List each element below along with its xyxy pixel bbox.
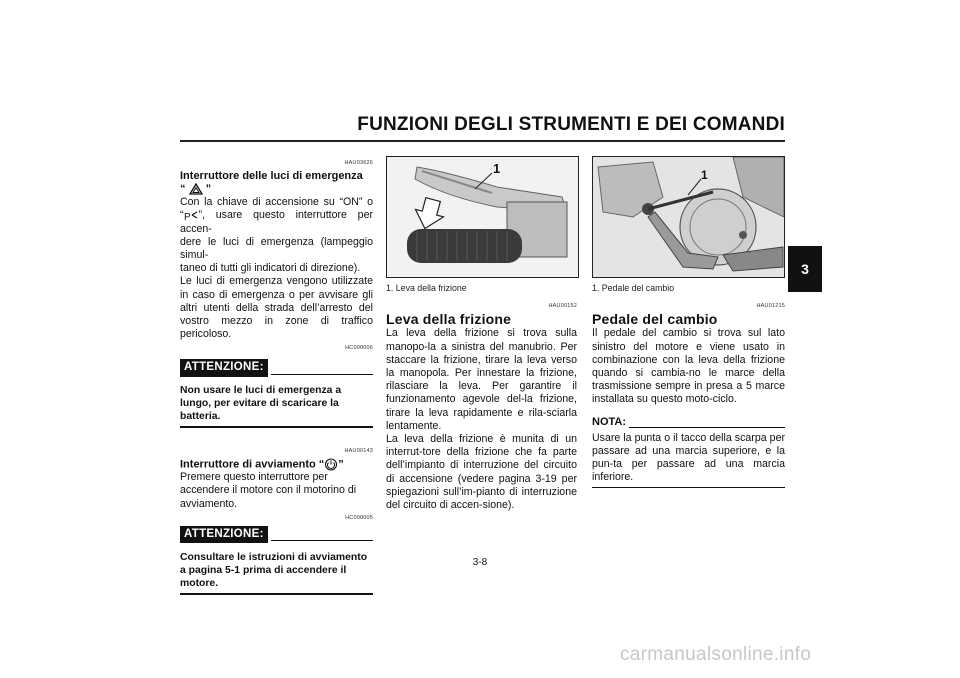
note-text: Usare la punta o il tacco della scarpa per passare ad una marcia superiore, e la pun-ta per passare ad una marcia inferiore. bbox=[592, 430, 785, 489]
hazard-paragraph-1-line2: “ P ”, usare questo interruttore per accen- bbox=[180, 209, 373, 235]
note-rule bbox=[629, 427, 785, 428]
page-header-title: FUNZIONI DEGLI STRUMENTI E DEI COMANDI bbox=[357, 114, 785, 135]
hazard-paragraph-1: Con la chiave di accensione su “ON” o bbox=[180, 196, 373, 209]
section-title: Leva della frizione bbox=[386, 311, 512, 328]
attention-rule bbox=[271, 540, 373, 541]
clutch-lever-illustration bbox=[387, 157, 578, 277]
hazard-switch-title-symbol-line: “ ” bbox=[180, 183, 212, 196]
clutch-paragraph: La leva della frizione si trova sulla manopo-la a sinistra del manubrio. Per staccare la frizione, tirare la leva verso la manopola. Per innestare la frizione, rilasciare la leva. Per garantire il funzionamento agevole del-la frizione, tirare la leva rapidamente e rila-sciarla lentamente. bbox=[386, 327, 577, 432]
figure-caption: 1. Leva della frizione bbox=[386, 283, 467, 293]
start-switch-title: Interruttore di avviamento “ ” bbox=[180, 458, 344, 471]
section-code: HAU00152 bbox=[548, 303, 577, 309]
hazard-switch-title: Interruttore delle luci di emergenza bbox=[180, 170, 363, 183]
shift-pedal-photo bbox=[592, 156, 785, 278]
shift-pedal-illustration bbox=[593, 157, 784, 277]
clutch-lever-photo bbox=[386, 156, 579, 278]
clutch-paragraph-2: La leva della frizione è munita di un interrut-tore della frizione che fa parte dell’impianto di interruzione del circuito di accensione (vedere pagina 3-19 per spiegazioni sull’im-pianto di interruzione del circuito di accen-sione). bbox=[386, 433, 577, 512]
attention-text: Consultare le istruzioni di avviamento a pagina 5-1 prima di accendere il motore. bbox=[180, 548, 373, 595]
section-code: HC000005 bbox=[345, 514, 373, 521]
section-code: HAU03626 bbox=[344, 160, 373, 166]
start-switch-paragraph: Premere questo interruttore per accendere il motore con il motorino di avviamento. bbox=[180, 471, 357, 510]
chapter-tab: 3 bbox=[788, 246, 822, 292]
attention-text: Non usare le luci di emergenza a lungo, per evitare di scaricare la batteria. bbox=[180, 381, 373, 428]
column-right bbox=[592, 300, 785, 488]
section-code: HAU01215 bbox=[756, 303, 785, 309]
parking-key-icon bbox=[184, 210, 199, 221]
svg-text:P: P bbox=[183, 212, 191, 222]
shift-pedal-paragraph: Il pedale del cambio si trova sul lato sinistro del motore e viene usato in combinazione con la leva della frizione quando si cambia-no le marce della trasmissione sempre in presa a 5 marce installata su questo moto-ciclo. bbox=[592, 327, 785, 406]
attention-rule bbox=[271, 374, 373, 375]
hazard-paragraph-1-line3: dere le luci di emergenza (lampeggio simul- bbox=[180, 235, 373, 262]
column-left bbox=[180, 157, 373, 595]
watermark: carmanualsonline.info bbox=[620, 644, 812, 665]
section-title: Pedale del cambio bbox=[592, 311, 718, 328]
figure-callout: 1 bbox=[701, 168, 708, 182]
section-code: HC000006 bbox=[345, 345, 373, 352]
hazard-paragraph-2: Le luci di emergenza vengono utilizzate in caso di emergenza o per avvisare gli altri utenti della strada dell’arresto del vostro mezzo in zone di traffico pericoloso. bbox=[180, 275, 373, 341]
figure-callout: 1 bbox=[493, 161, 501, 176]
column-middle bbox=[386, 300, 577, 512]
header-rule bbox=[180, 140, 785, 142]
handlebar-grip bbox=[407, 229, 522, 263]
start-switch-icon bbox=[324, 458, 338, 471]
figure-caption: 1. Pedale del cambio bbox=[592, 283, 675, 293]
attention-header bbox=[180, 360, 373, 377]
page-number: 3-8 bbox=[472, 557, 488, 568]
attention-header bbox=[180, 526, 373, 543]
hazard-paragraph-1-line4: taneo di tutti gli indicatori di direzione). bbox=[180, 262, 361, 275]
section-code: HAU00143 bbox=[344, 447, 373, 454]
attention-label: ATTENZIONE: bbox=[180, 359, 268, 376]
note-header bbox=[592, 416, 785, 430]
attention-label: ATTENZIONE: bbox=[180, 526, 268, 543]
note-label: NOTA: bbox=[592, 416, 627, 429]
hazard-triangle-icon bbox=[189, 183, 203, 195]
